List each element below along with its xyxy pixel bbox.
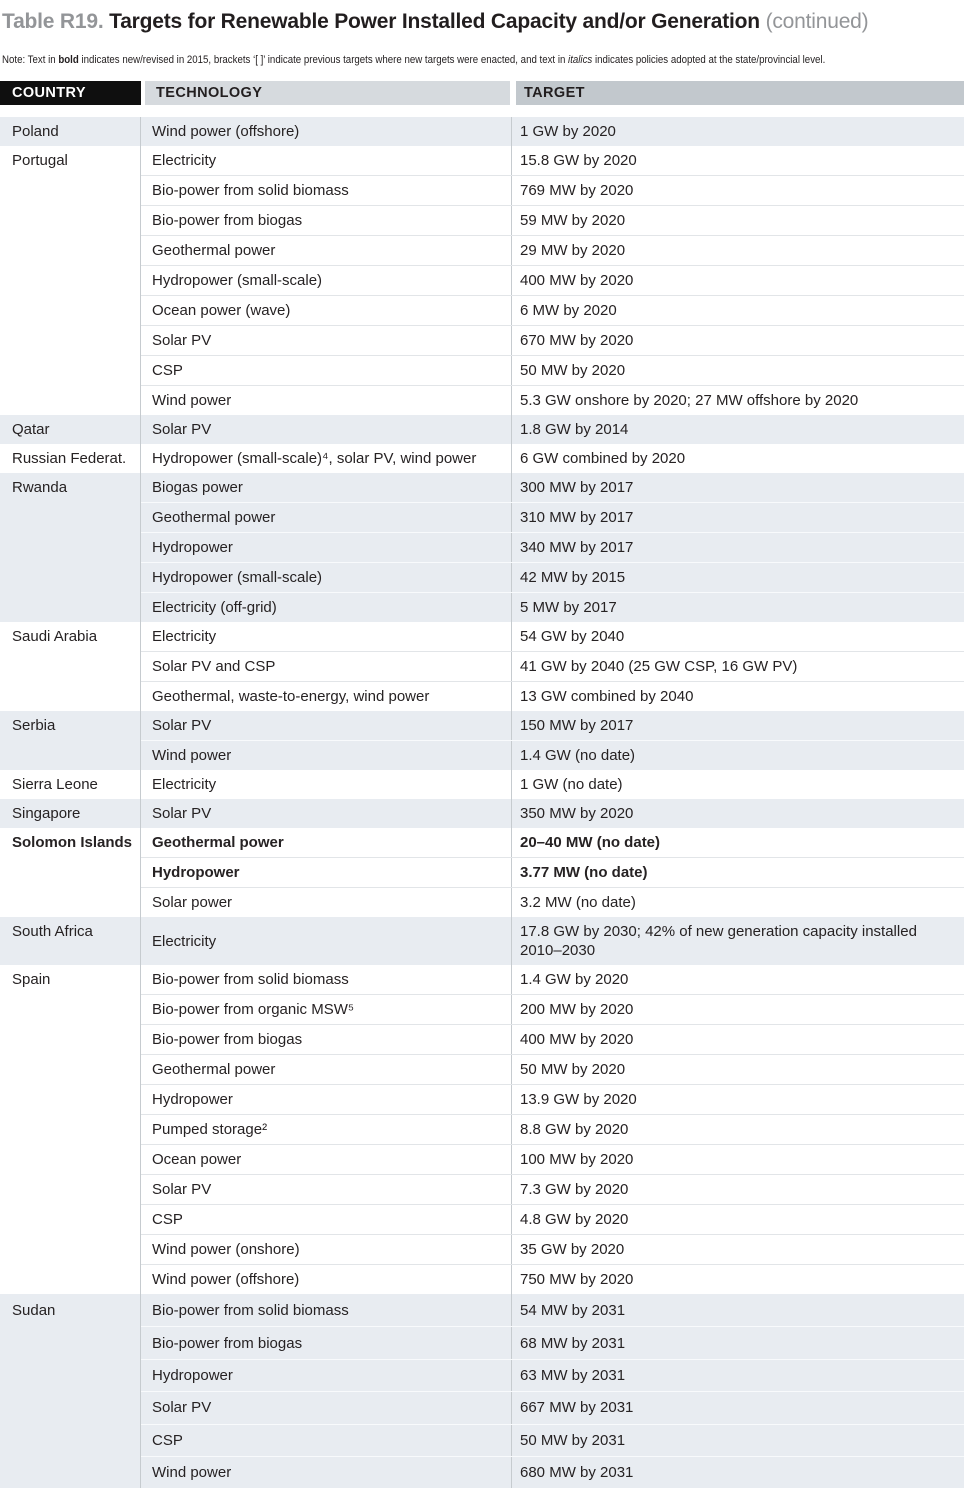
note-bold-word: bold [58, 54, 79, 66]
technology-cell: Geothermal power [141, 503, 512, 532]
table-row [141, 1144, 964, 1174]
target-cell: 29 MW by 2020 [520, 242, 626, 259]
column-header-country: COUNTRY [0, 81, 141, 105]
country-rows [141, 770, 964, 799]
country-block [0, 415, 964, 444]
technology-cell: Hydropower (small-scale)⁴, solar PV, wind power [141, 444, 512, 473]
country-cell: Sudan [0, 1294, 141, 1488]
target-cell: 68 MW by 2031 [520, 1334, 626, 1352]
table-row [141, 799, 964, 828]
target-cell: 340 MW by 2017 [520, 539, 634, 556]
country-block [0, 1294, 964, 1488]
target-cell: 350 MW by 2020 [520, 805, 634, 822]
table-row [141, 562, 964, 592]
table-row [141, 887, 964, 917]
table-row [141, 1174, 964, 1204]
target-cell: 6 GW combined by 2020 [520, 450, 686, 467]
technology-cell: Wind power (onshore) [141, 1235, 512, 1264]
table-row [141, 1326, 964, 1358]
country-cell: Russian Federat. [0, 444, 141, 473]
target-cell: 50 MW by 2020 [520, 1061, 626, 1078]
country-cell: Singapore [0, 799, 141, 828]
table-row [141, 502, 964, 532]
country-block [0, 117, 964, 146]
technology-cell: Electricity [141, 146, 512, 175]
table-row [141, 295, 964, 325]
target-cell: 7.3 GW by 2020 [520, 1181, 629, 1198]
country-rows [141, 799, 964, 828]
table-row [141, 415, 964, 444]
table-row [141, 1456, 964, 1488]
target-cell: 1.4 GW (no date) [520, 747, 636, 764]
table-row [141, 622, 964, 651]
country-rows [141, 828, 964, 917]
table-row [141, 1391, 964, 1423]
target-cell: 750 MW by 2020 [520, 1271, 634, 1288]
country-block [0, 799, 964, 828]
target-cell: 5 MW by 2017 [520, 599, 617, 616]
target-cell: 15.8 GW by 2020 [520, 152, 637, 169]
table-row [141, 385, 964, 415]
target-cell: 5.3 GW onshore by 2020; 27 MW offshore by 2020 [520, 392, 859, 409]
country-rows [141, 711, 964, 770]
table-row [141, 1114, 964, 1144]
note-prefix: Note: Text in [2, 54, 59, 66]
country-block [0, 770, 964, 799]
note-italic-word: italics [568, 54, 593, 66]
document-page [0, 9, 964, 1482]
target-cell: 310 MW by 2017 [520, 509, 634, 526]
technology-cell: Solar power [141, 888, 512, 917]
country-block [0, 965, 964, 1294]
technology-cell: Solar PV [141, 711, 512, 740]
technology-cell: Bio-power from solid biomass [141, 965, 512, 994]
target-cell: 1 GW by 2020 [520, 123, 616, 140]
technology-cell: Hydropower [141, 1085, 512, 1114]
country-cell: Poland [0, 117, 141, 146]
table-row [141, 1264, 964, 1294]
country-cell: Sierra Leone [0, 770, 141, 799]
page-title [2, 9, 964, 35]
technology-cell: CSP [141, 356, 512, 385]
country-block [0, 146, 964, 415]
target-cell: 63 MW by 2031 [520, 1366, 626, 1384]
target-cell: 17.8 GW by 2030; 42% of new generation capacity installed 2010–2030 [520, 923, 917, 959]
target-cell: 400 MW by 2020 [520, 272, 634, 289]
technology-cell: Electricity [141, 770, 512, 799]
table-row [141, 828, 964, 857]
technology-cell: Hydropower [141, 1360, 512, 1391]
target-cell: 41 GW by 2040 (25 GW CSP, 16 GW PV) [520, 658, 798, 675]
table-number-label: Table R19. [2, 10, 104, 33]
target-cell: 8.8 GW by 2020 [520, 1121, 629, 1138]
technology-cell: Pumped storage² [141, 1115, 512, 1144]
table-row [141, 1294, 964, 1326]
technology-cell: Solar PV [141, 415, 512, 444]
target-cell: 50 MW by 2031 [520, 1431, 626, 1449]
country-rows [141, 444, 964, 473]
table-row [141, 994, 964, 1024]
target-cell: 670 MW by 2020 [520, 332, 634, 349]
technology-cell: Wind power (offshore) [141, 1265, 512, 1294]
target-cell: 300 MW by 2017 [520, 479, 634, 496]
technology-cell: Hydropower (small-scale) [141, 563, 512, 592]
target-cell: 50 MW by 2020 [520, 362, 626, 379]
table-row [141, 235, 964, 265]
country-rows [141, 117, 964, 146]
table-note [2, 54, 849, 66]
technology-cell: Solar PV and CSP [141, 652, 512, 681]
technology-cell: Bio-power from biogas [141, 206, 512, 235]
technology-cell: Bio-power from organic MSW⁵ [141, 995, 512, 1024]
technology-cell: Geothermal power [141, 828, 512, 857]
table-row [141, 1234, 964, 1264]
technology-cell: Hydropower [141, 533, 512, 562]
table-row [141, 205, 964, 235]
technology-cell: Wind power (offshore) [141, 117, 512, 146]
country-cell: Solomon Islands [0, 828, 141, 917]
table-row [141, 740, 964, 770]
table-row [141, 711, 964, 740]
table-row [141, 965, 964, 994]
target-cell: 680 MW by 2031 [520, 1464, 634, 1482]
country-cell: Saudi Arabia [0, 622, 141, 711]
note-middle: indicates new/revised in 2015, brackets ‘[ ]’ indicate previous targets where new targets were enacted, and text in [78, 54, 569, 66]
target-cell: 100 MW by 2020 [520, 1151, 634, 1168]
target-cell: 35 GW by 2020 [520, 1241, 625, 1258]
country-block [0, 828, 964, 917]
table-row [141, 1054, 964, 1084]
target-cell: 769 MW by 2020 [520, 182, 634, 199]
country-rows [141, 622, 964, 711]
table-row [141, 651, 964, 681]
table-row [141, 1084, 964, 1114]
technology-cell: Solar PV [141, 799, 512, 828]
table-row [141, 117, 964, 146]
target-cell: 54 GW by 2040 [520, 628, 625, 645]
column-header-technology: TECHNOLOGY [145, 81, 510, 105]
technology-cell: Solar PV [141, 1392, 512, 1423]
technology-cell: Wind power [141, 386, 512, 415]
target-cell: 400 MW by 2020 [520, 1031, 634, 1048]
technology-cell: Hydropower (small-scale) [141, 266, 512, 295]
country-rows [141, 146, 964, 415]
technology-cell: Bio-power from solid biomass [141, 1294, 512, 1326]
technology-cell: Wind power [141, 1457, 512, 1488]
table-row [141, 1024, 964, 1054]
table-row [141, 325, 964, 355]
technology-cell: Electricity (off-grid) [141, 593, 512, 622]
country-block [0, 473, 964, 622]
country-cell: South Africa [0, 917, 141, 965]
country-rows [141, 917, 964, 965]
country-cell: Spain [0, 965, 141, 1294]
technology-cell: Geothermal, waste-to-energy, wind power [141, 682, 512, 711]
country-rows [141, 473, 964, 622]
country-cell: Serbia [0, 711, 141, 770]
country-rows [141, 415, 964, 444]
note-suffix: indicates policies adopted at the state/provincial level. [592, 54, 826, 66]
country-block [0, 622, 964, 711]
technology-cell: Geothermal power [141, 1055, 512, 1084]
table-row [141, 175, 964, 205]
country-block [0, 711, 964, 770]
technology-cell: Geothermal power [141, 236, 512, 265]
country-rows [141, 1294, 964, 1488]
technology-cell: CSP [141, 1205, 512, 1234]
target-cell: 4.8 GW by 2020 [520, 1211, 629, 1228]
target-cell: 200 MW by 2020 [520, 1001, 634, 1018]
country-cell: Qatar [0, 415, 141, 444]
country-cell: Portugal [0, 146, 141, 415]
table-row [141, 1359, 964, 1391]
table-row [141, 917, 964, 965]
country-block [0, 917, 964, 965]
technology-cell: Solar PV [141, 1175, 512, 1204]
table-continued-label: (continued) [765, 10, 869, 33]
country-rows [141, 965, 964, 1294]
target-cell: 42 MW by 2015 [520, 569, 626, 586]
target-cell: 3.77 MW (no date) [520, 864, 648, 881]
technology-cell: Electricity [141, 917, 512, 965]
target-cell: 59 MW by 2020 [520, 212, 626, 229]
target-cell: 1 GW (no date) [520, 776, 623, 793]
table-row [141, 355, 964, 385]
target-cell: 150 MW by 2017 [520, 717, 634, 734]
table-row [141, 681, 964, 711]
technology-cell: CSP [141, 1425, 512, 1456]
target-cell: 54 MW by 2031 [520, 1301, 626, 1319]
technology-cell: Hydropower [141, 858, 512, 887]
technology-cell: Biogas power [141, 473, 512, 502]
technology-cell: Ocean power [141, 1145, 512, 1174]
country-cell: Rwanda [0, 473, 141, 622]
table-row [141, 770, 964, 799]
column-header-target: TARGET [516, 81, 964, 105]
table-row [141, 532, 964, 562]
table-row [141, 1204, 964, 1234]
target-cell: 6 MW by 2020 [520, 302, 617, 319]
table-body [0, 117, 964, 1488]
table-row [141, 265, 964, 295]
technology-cell: Wind power [141, 741, 512, 770]
target-cell: 13 GW combined by 2040 [520, 688, 694, 705]
table-header-row [0, 81, 964, 105]
target-cell: 3.2 MW (no date) [520, 894, 636, 911]
table-row [141, 146, 964, 175]
technology-cell: Solar PV [141, 326, 512, 355]
table-row [141, 444, 964, 473]
country-block [0, 444, 964, 473]
technology-cell: Electricity [141, 622, 512, 651]
target-cell: 1.4 GW by 2020 [520, 971, 629, 988]
technology-cell: Bio-power from solid biomass [141, 176, 512, 205]
target-cell: 20–40 MW (no date) [520, 834, 661, 851]
table-row [141, 592, 964, 622]
technology-cell: Ocean power (wave) [141, 296, 512, 325]
table-title-text: Targets for Renewable Power Installed Capacity and/or Generation [109, 10, 760, 33]
table-row [141, 473, 964, 502]
technology-cell: Bio-power from biogas [141, 1327, 512, 1358]
target-cell: 13.9 GW by 2020 [520, 1091, 637, 1108]
target-cell: 1.8 GW by 2014 [520, 421, 629, 438]
target-cell: 667 MW by 2031 [520, 1399, 634, 1417]
technology-cell: Bio-power from biogas [141, 1025, 512, 1054]
table-row [141, 1424, 964, 1456]
table-row [141, 857, 964, 887]
